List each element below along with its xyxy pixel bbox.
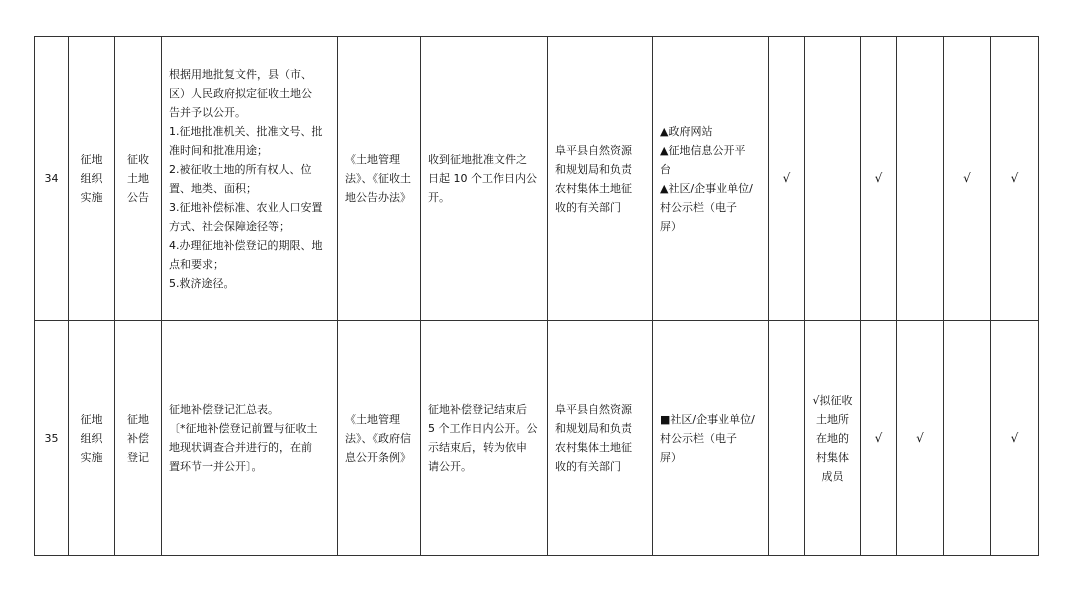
channel-line: ▲政府网站 xyxy=(660,124,713,138)
item-cell xyxy=(115,321,162,556)
category-line: 实施 xyxy=(80,450,103,464)
check-mark-icon: √ xyxy=(963,171,971,185)
category-line: 组织 xyxy=(80,172,103,185)
basis-line: 《土地管理 xyxy=(345,153,400,166)
item-cell xyxy=(115,37,162,321)
basis-line: 地公告办法》 xyxy=(345,191,411,204)
basis-cell xyxy=(338,321,421,556)
agency-line: 和规划局和负责 xyxy=(555,162,632,176)
basis-line: 法》、《征收土 xyxy=(345,172,411,185)
check-cell-6 xyxy=(991,321,1039,556)
channel-line: 村公示栏（电子 xyxy=(660,431,737,445)
scope-line: 村集体 xyxy=(815,450,849,464)
scope-line: 在地的 xyxy=(815,431,849,445)
check-cell-4 xyxy=(897,321,944,556)
category-line: 实施 xyxy=(80,191,103,204)
channel-line: ■社区/企事业单位/ xyxy=(660,412,755,426)
check-cell-5 xyxy=(944,37,991,321)
channel-cell xyxy=(653,37,769,321)
agency-cell xyxy=(548,37,653,321)
agency-line: 阜平县自然资源 xyxy=(555,143,632,157)
check-mark-icon: √ xyxy=(874,171,883,185)
content-line: 告并予以公开。 xyxy=(169,105,246,119)
channel-line: 屏） xyxy=(660,450,682,464)
item-line: 土地 xyxy=(127,172,149,185)
content-line: 〔*征地补偿登记前置与征收土 xyxy=(169,422,318,435)
scope-line: 成员 xyxy=(821,469,844,483)
check-mark-icon: √ xyxy=(1010,430,1019,445)
content-cell xyxy=(162,321,338,556)
row-number-cell xyxy=(35,321,69,556)
item-line: 补偿 xyxy=(127,431,149,445)
scope-line: 土地所 xyxy=(815,412,849,426)
check-cell-2 xyxy=(805,321,861,556)
check-cell-2 xyxy=(805,37,861,321)
content-line: 置环节一并公开〕。 xyxy=(169,460,263,473)
timing-line: 开。 xyxy=(428,191,450,204)
check-cell-6 xyxy=(991,37,1039,321)
channel-line: 村公示栏（电子 xyxy=(660,200,737,214)
category-line: 征地 xyxy=(80,153,103,166)
category-line: 组织 xyxy=(80,431,103,445)
category-cell xyxy=(69,321,115,556)
channel-line: 屏） xyxy=(660,219,682,233)
basis-cell xyxy=(338,37,421,321)
item-line: 公告 xyxy=(127,191,149,204)
agency-line: 阜平县自然资源 xyxy=(555,403,632,416)
content-line: 点和要求； xyxy=(169,257,224,271)
scope-note xyxy=(812,391,852,486)
content-line: 准时间和批准用途； xyxy=(169,143,268,157)
row-number: 35 xyxy=(44,431,59,445)
content-line: 方式、社会保障途径等； xyxy=(169,219,290,233)
agency-cell xyxy=(548,321,653,556)
check-cell-1 xyxy=(769,321,805,556)
timing-line: 收到征地批准文件之 xyxy=(428,153,527,166)
timing-line: 征地补偿登记结束后 xyxy=(428,403,527,416)
content-line: 4.办理征地补偿登记的期限、地 xyxy=(169,238,323,252)
category-cell xyxy=(69,37,115,321)
check-mark-icon: √ xyxy=(916,430,924,445)
content-line: 2.被征收土地的所有权人、位 xyxy=(169,162,312,176)
channel-line: ▲征地信息公开平 xyxy=(660,143,746,157)
content-cell xyxy=(162,37,338,321)
row-number-cell xyxy=(35,37,69,321)
check-cell-4 xyxy=(897,37,944,321)
timing-line: 日起 10 个工作日内公 xyxy=(428,172,537,185)
content-line: 征地补偿登记汇总表。 xyxy=(169,403,279,416)
basis-line: 《土地管理 xyxy=(345,412,400,426)
agency-line: 收的有关部门 xyxy=(555,460,621,473)
check-mark-icon: √ xyxy=(782,171,791,185)
content-line: 5.救济途径。 xyxy=(169,276,235,290)
timing-cell xyxy=(421,321,548,556)
content-line: 3.征地补偿标准、农业人口安置 xyxy=(169,200,323,214)
check-cell-5 xyxy=(944,321,991,556)
timing-line: 示结束后，转为依申 xyxy=(428,441,527,454)
timing-line: 5 个工作日内公开。公 xyxy=(428,422,538,435)
channel-line: 台 xyxy=(660,162,671,176)
agency-line: 和规划局和负责 xyxy=(555,422,632,435)
content-line: 1.征地批准机关、批准文号、批 xyxy=(169,124,323,138)
agency-line: 农村集体土地征 xyxy=(555,181,632,195)
disclosure-table xyxy=(34,36,1039,556)
table-row xyxy=(35,321,1039,556)
item-line: 登记 xyxy=(127,450,149,464)
category-line: 征地 xyxy=(80,412,103,426)
check-mark-icon: √ xyxy=(1010,171,1019,185)
content-line: 地现状调查合并进行的，在前 xyxy=(169,441,312,454)
content-line: 根据用地批复文件，县（市、 xyxy=(169,67,312,81)
channel-cell xyxy=(653,321,769,556)
content-line: 置、地类、面积； xyxy=(169,181,257,195)
timing-line: 请公开。 xyxy=(428,460,472,473)
scope-line: √拟征收 xyxy=(812,393,853,407)
row-number: 34 xyxy=(44,172,59,185)
channel-line: ▲社区/企事业单位/ xyxy=(660,181,753,195)
check-mark-icon: √ xyxy=(874,430,883,445)
content-line: 区）人民政府拟定征收土地公 xyxy=(169,86,312,100)
item-line: 征地 xyxy=(127,412,149,426)
timing-cell xyxy=(421,37,548,321)
table-row xyxy=(35,37,1039,321)
check-cell-3 xyxy=(861,321,897,556)
item-line: 征收 xyxy=(127,153,149,166)
check-cell-3 xyxy=(861,37,897,321)
agency-line: 农村集体土地征 xyxy=(555,441,632,454)
check-cell-1 xyxy=(769,37,805,321)
basis-line: 法》、《政府信 xyxy=(345,431,411,445)
basis-line: 息公开条例》 xyxy=(345,450,411,464)
agency-line: 收的有关部门 xyxy=(555,200,621,214)
